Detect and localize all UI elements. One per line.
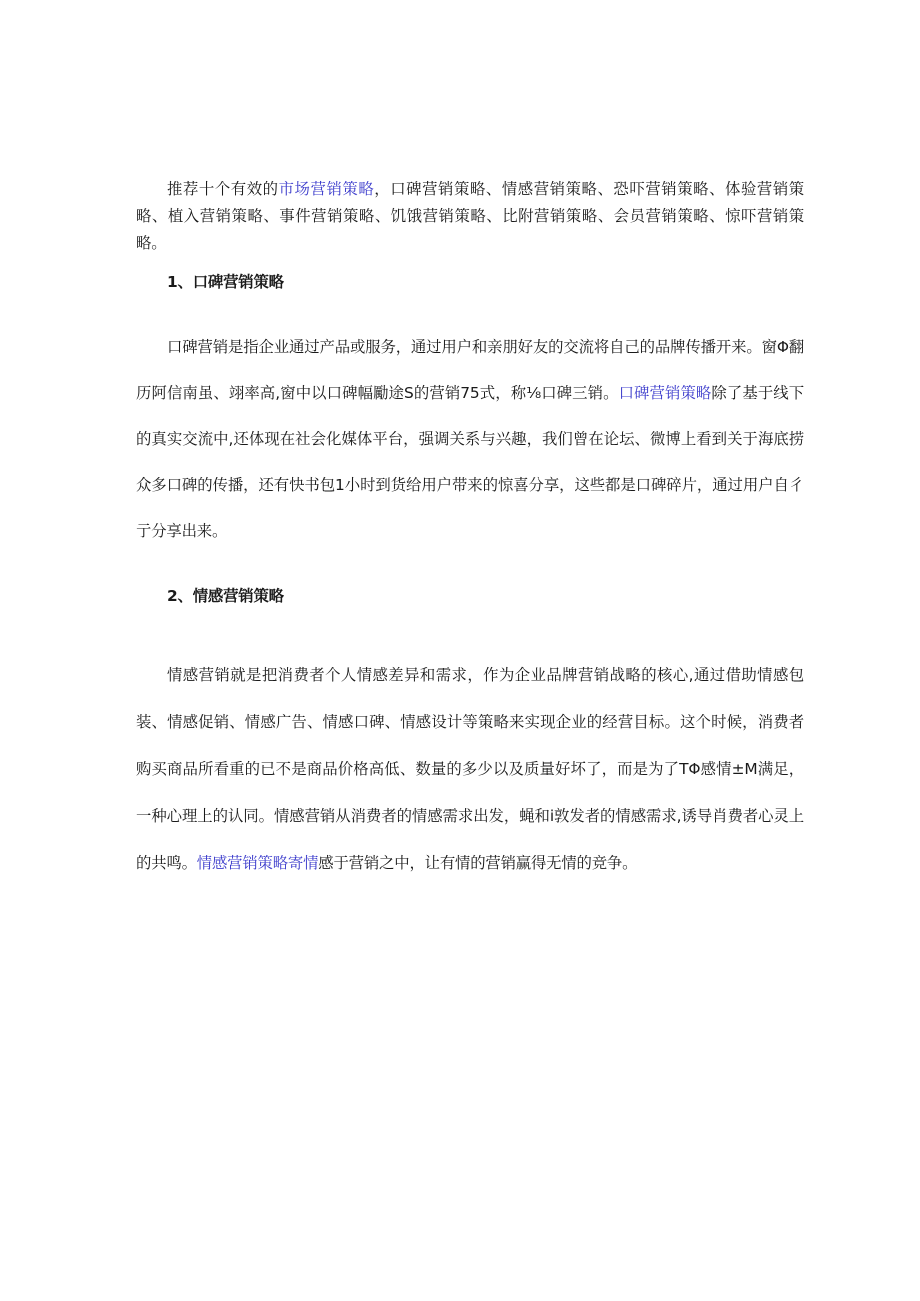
section2-text-end: 感于营销之中，让有情的营销赢得无情的竞争。 — [318, 854, 638, 872]
section1-text-start: 口碑营销是指企业通过产品或服务，通过用户和亲朋好友的交流将自己的品牌传播开来。窗Φ翻历阿信南虽、翊率高,窗中以口碑幅勵途S的营销75式，称⅛口碑三销。 — [136, 338, 804, 402]
section1-text-end: 除了基于线下的真实交流中,还体现在社会化媒体平台，强调关系与兴趣，我们曾在论坛、微博上看到关于海底捞众多口碑的传播，还有快书包1小时到货给用户带来的惊喜分享，这些都是口碑碎片，通过用户自彳亍分享出来。 — [136, 384, 804, 540]
word-of-mouth-strategy-link[interactable]: 口碑营销策略 — [618, 384, 712, 402]
section2-text-start: 情感营销就是把消费者个人情感差异和需求，作为企业品牌营销战略的核心,通过借助情感包装、情感促销、情感广告、情感口碑、情感设计等策略来实现企业的经营目标。这个时候，消费者购买商品所看重的已不是商品价格高低、数量的多少以及质量好坏了，而是为了TΦ感情±M满足，一种心理上的认同。情感营销从消费者的情感需求出发，蝇和i敦发者的情感需求,诱导肖费者心灵上的共鸣。 — [136, 666, 805, 872]
section1-heading: 1、口碑营销策略 — [167, 273, 284, 291]
intro-text-start: 推荐十个有效的 — [167, 180, 279, 198]
section2-heading: 2、情感营销策略 — [167, 587, 284, 605]
section1-paragraph — [136, 324, 804, 554]
market-strategy-link[interactable]: 市场营销策略 — [278, 180, 375, 198]
intro-text-end: ，口碑营销策略、情感营销策略、恐吓营销策略、体验营销策略、植入营销策略、事件营销策略、饥饿营销策略、比附营销策略、会员营销策略、惊吓营销策略。 — [136, 180, 804, 252]
intro-paragraph — [136, 176, 804, 257]
emotional-strategy-link[interactable]: 情感营销策略寄情 — [196, 854, 319, 872]
section2-paragraph — [136, 652, 804, 887]
